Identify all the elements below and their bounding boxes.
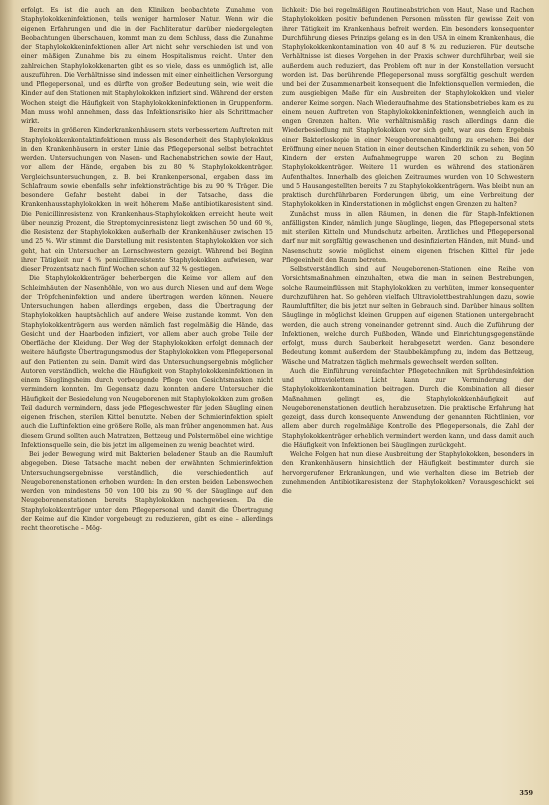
paragraph: Bereits in größeren Kinderkrankenhäusern stets verbessertem Auftreten mit Staphylokokkenkontaktinfektionen muss als Besonderheit des Staphylokokkus in den Krankenhäusern in erster Linie das Pflegepersonal selbst betrachtet werden. Untersuchungen von Nasen- und Rachenabstrichen sowie der Haut, vor allem der Hände, ergaben bis zu 80 % Staphylokokkenträger. Vergleichsuntersuchungen, z. B. bei Krankenpersonal, ergaben dass im Schlafraum sowie ebenfalls sehr infektionsträchtige bis zu 90 % Träger. Die besondere Gefahr besteht dabei in der Tatsache, dass die Krankenhausstaphylokokken in weit höherem Maße antibiotikaresistent sind. Die Penicillinresistenz von Krankenhaus-Staphylokokken erreicht heute weit über neunzig Prozent, die Streptomycinresistenz liegt zwischen 50 und 60 %, die Resistenz der Staphylokokken außerhalb der Krankenhäuser zwischen 15 und 25 %. Wir stimmt die Darstellung mit resistenten Staphylokokken vor sich geht, hat ein Untersucher an Lernschwestern gezeigt. Während bei Beginn ihrer Tätigkeit nur 4 % penicillinresistente Staphylokokken aufwiesen, war dieser Prozentsatz nach fünf Wochen schon auf 32 % gestiegen. [21,127,273,273]
left-column [21,6,273,794]
page-number: 359 [519,789,533,797]
paragraph: Auch die Einführung vereinfachter Pflegetechniken mit Sprühdesinfektion und ultraviolettem Licht kann zur Verminderung der Staphylokokkenkontamination beitragen. Durch die Kombination all dieser Maßnahmen gelingt es, die Staphylokokkenhäufigkeit auf Neugeborenenstationen deutlich herabzusetzen. Die praktische Erfahrung hat gezeigt, dass durch konsequente Anwendung der genannten Richtlinien, vor allem aber durch regelmäßige Kontrolle des Pflegepersonals, die Zahl der Staphylokokkenträger erheblich vermindert werden kann, und dass damit auch die Häufigkeit von Infektionen bei Säuglingen zurückgeht. [282,367,534,449]
paragraph: lichkeit: Die bei regelmäßigen Routineabstrichen von Haut, Nase und Rachen Staphylokokken positiv befundenen Personen müssten für gewisse Zeit von ihrer Tätigkeit im Krankenhaus befreit werden. Ein besonders konsequenter Durchführung dieses Prinzips gelang es in den USA in einem Krankenhaus, die Staphylokokkenkontamination von 40 auf 8 % zu reduzieren. Für deutsche Verhältnisse ist dieses Vorgehen in der Praxis schwer durchführbar, weil sie außerdem auch reduziert, das Problem oft nur in der Konstellation versucht worden ist. Das berührende Pflegepersonal muss sorgfältig geschult werden und bei der Zusammenarbeit konsequent die Infektionsquellen vermieden, die zum ausgiebigen Maße für ein Ausbreiten der Staphylokokken und vieler anderer Keime sorgen. Nach Wiederaufnahme des Stationsbetriebes kam es zu einem neuen Auftreten von Staphylokokkeninfektionen, wenngleich auch in engen Grenzen halten. Wie verhältnismäßig rasch allerdings dann die Wiederbesiedlung mit Staphylokokken vor sich geht, war aus dem Ergebnis einer Bakterioskopie in einer Neugeborenenabteilung zu ersehen: Bei der Eröffnung einer neuen Station in einer deutschen Kinderklinik zu sehen, von 50 Kindern der ersten Aufnahmegruppe waren 20 schon zu Beginn Staphylokokkenträger. Weitere 11 wurden es während des stationären Aufenthaltes. Innerhalb des gleichen Zeitraumes wurden von 10 Schwestern und 5 Hausangestellten bereits 7 zu Staphylokokkenträgern. Was bleibt nun an praktisch durchführbaren Forderungen übrig, um eine Verbreitung der Staphylokokken in Kinderstationen in möglichst engen Grenzen zu halten? [282,7,534,209]
paragraph: Zunächst muss in allen Räumen, in denen die für Staph-Infektionen anfälligsten Kinder, nämlich junge Säuglinge, liegen, das Pflegepersonal stets mit sterilen Kitteln und Mundschutz arbeiten. Ärztliches und Pflegepersonal darf nur mit sorgfältig gewaschenen und desinfizierten Händen, mit Mund- und Nasenschutz sowie möglichst einem eigenen frischen Kittel für jede Pflegeeinheit den Raum betreten. [282,210,534,264]
right-column [282,6,534,794]
paragraph: Die Staphylokokkenträger beherbergen die Keime vor allem auf den Schleimhäuten der Nasenhöhle, von wo aus durch Niesen und auf dem Wege der Tröpfcheninfektion und andere übertragen werden können. Neuere Untersuchungen haben allerdings ergeben, dass die Übertragung der Staphylokokken hauptsächlich auf andere Weise zustande kommt. Von den Staphylokokkenträgern aus werden nämlich fast regelmäßig die Hände, das Gesicht und der Haarboden infiziert, vor allem aber auch grobe Teile der Oberfläche der Kleidung. Der Weg der Staphylokokken erfolgt demnach der weitere häufigste Übertragungsmodus der Staphylokokken vom Pflegepersonal auf den Patienten zu sein. Damit wird das Untersuchungsergebnis möglicher Autoren verständlich, welche die Häufigkeit von Staphylokokkeninfektionen in einem Säuglingsheim durch vorbeugende Pflege von Gesichtsmasken nicht vermindern konnten. Im Gegensatz dazu konnten andere Untersucher die Häufigkeit der Besiedelung von Neugeborenen mit Staphylokokken zum großen Teil dadurch vermindern, dass jede Pflegeschwester für jeden Säugling einen eigenen frischen, sterilen Kittel benutzte. Neben der Schmierinfektion spielt auch die Luftinfektion eine größere Rolle, als man früher angenommen hat. Aus diesem Grund sollten auch Matratzen, Bettzeug und Polstermöbel eine wichtige Infektionsquelle sein, die bis jetzt im allgemeinen zu wenig beachtet wird. [21,275,273,449]
paragraph: Selbstverständlich sind auf Neugeborenen-Stationen eine Reihe von Vorsichtsmaßnahmen einzuhalten, etwa die man in seinen Bestrebungen, solche Raumeinflüssen mit Staphylokokken zu verhüten, immer konsequenter durchzuführen hat. So gehören vielfach Ultraviolettbestrahlungen dazu, sowie Raumluftfilter, die bis jetzt nur selten in Gebrauch sind. Darüber hinaus sollten Säuglinge in möglichst kleinen Gruppen auf eigenen Stationen untergebracht werden, die auch streng voneinander getrennt sind. Auch die Zuführung der Infektionen, welche durch Fußboden, Wände und Einrichtungsgegenstände erfolgt, muss durch Sauberkeit herabgesetzt werden. Ganz besondere Bedeutung kommt außerdem der Staubbekämpfung zu, indem das Bettzeug, Wäsche und Matratzen täglich mehrmals gewechselt werden sollten. [282,266,534,366]
binding-shadow [0,0,14,805]
paragraph: erfolgt. Es ist die auch an den Kliniken beobachtete Zunahme von Staphylokokkeninfektionen, teils weniger harmloser Natur. Wenn wir die eigenen Erfahrungen und die in der Fachliteratur darüber niedergelegten Beobachtungen überschauen, kommt man zu dem Schluss, dass die Zunahme der Staphylokokkeninfektionen aller Art nicht sehr verschieden ist und von einer mäßigen Zunahme bis zu einem Hospitalismus reicht. Unter den zahlreichen Staphylokokkenarten gibt es so viele, dass es unmöglich ist, alle auszuführen. Die Verhältnisse sind indessen mit einer einheitlichen Versorgung und Pflegepersonal, und es dürfte von großer Bedeutung sein, wie weit die Kinder auf den Stationen mit Staphylokokken infiziert sind. Während der ersten Wochen steigt die Häufigkeit von Staphylokokkeninfektionen in Gruppenform. Man muss wohl annehmen, dass das Infektionsrisiko hier als Schrittmacher wirkt. [21,7,273,125]
paragraph: Welche Folgen hat nun diese Ausbreitung der Staphylokokken, besonders in den Krankenhäusern hinsichtlich der Häufigkeit bestimmter durch sie hervorgerufener Erkrankungen, und wie verhalten diese im Betrieb der zunehmenden Antibiotikaresistenz der Staphylokokken? Vorausgeschickt sei die [282,451,534,495]
paragraph: Bei jeder Bewegung wird mit Bakterien beladener Staub an die Raumluft abgegeben. Diese Tatsache macht neben der erwähnten Schmierinfektion Untersuchungsergebnisse verständlich, die verschiedentlich auf Neugeborenenstationen erhoben wurden: In den ersten beiden Lebenswochen werden von mindestens 50 von 100 bis zu 90 % der Säuglinge auf den Neugeborenenstationen bereits Staphylokokken nachgewiesen. Da die Staphylokokkenträger unter dem Pflegepersonal und damit die Übertragung der Keime auf die Kinder vorgebeugt zu reduzieren, gibt es eine – allerdings recht theoretische – Mög- [21,451,273,532]
